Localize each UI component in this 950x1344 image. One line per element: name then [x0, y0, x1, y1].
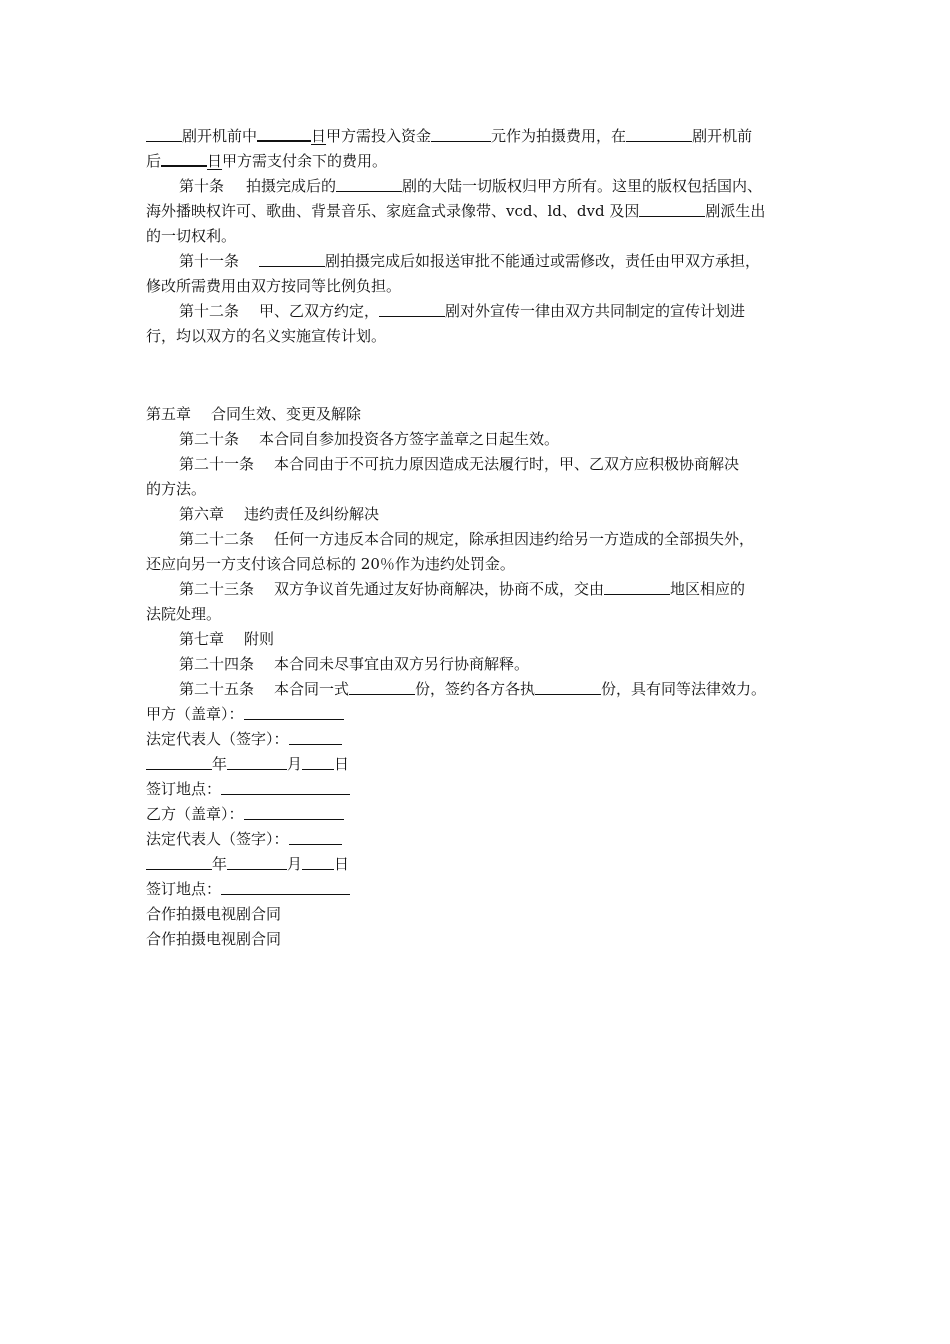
blank-field — [639, 202, 705, 217]
article-number: 第二十三条 — [179, 580, 255, 598]
article-21-line-2: 的方法。 — [146, 480, 207, 498]
intro-line-2 — [146, 149, 816, 174]
text-segment: 份，具有同等法律效力。 — [601, 680, 767, 698]
article-22 — [146, 527, 816, 552]
blank-field — [379, 302, 445, 317]
article-23-line-2: 法院处理。 — [146, 605, 222, 623]
party-a-signature-field[interactable] — [289, 730, 342, 745]
signature-label: 法定代表人（签字）： — [146, 830, 289, 848]
text-segment: 双方争议首先通过友好协商解决，协商不成，交由 — [274, 580, 605, 598]
footer-title-1: 合作拍摄电视剧合同 — [146, 905, 282, 923]
article-21 — [146, 452, 816, 477]
chapter-number: 第七章 — [179, 630, 225, 648]
blank-field — [626, 127, 692, 142]
text-segment: 后 — [146, 152, 162, 170]
article-10-line-3: 的一切权利。 — [146, 227, 237, 245]
party-a-representative — [146, 727, 816, 752]
day-field[interactable] — [302, 755, 334, 770]
blank-field — [349, 680, 415, 695]
party-b-signature-field[interactable] — [289, 830, 342, 845]
text-segment: 日 — [311, 127, 327, 145]
footer-title-2: 合作拍摄电视剧合同 — [146, 930, 282, 948]
article-number: 第二十五条 — [179, 680, 255, 698]
text-segment: 本合同自参加投资各方签字盖章之日起生效。 — [259, 430, 560, 448]
text-segment: 剧开机前 — [692, 127, 753, 145]
text-segment: 剧派生出 — [705, 202, 766, 220]
text-segment: 剧对外宣传一律由双方共同制定的宣传计划进 — [445, 302, 746, 320]
text-segment: 日 — [207, 152, 223, 170]
party-a-seal-field[interactable] — [244, 705, 344, 720]
article-11-line-2: 修改所需费用由双方按同等比例负担。 — [146, 277, 402, 295]
party-b-seal-field[interactable] — [244, 805, 344, 820]
party-a-place — [146, 777, 816, 802]
text-segment: 本合同未尽事宜由双方另行协商解释。 — [274, 655, 530, 673]
article-number: 第十条 — [179, 177, 225, 195]
text-segment: 甲、乙双方约定， — [259, 302, 380, 320]
article-number: 第二十四条 — [179, 655, 255, 673]
year-field[interactable] — [146, 755, 212, 770]
article-number: 第二十二条 — [179, 530, 255, 548]
signature-label: 法定代表人（签字）： — [146, 730, 289, 748]
month-field[interactable] — [227, 755, 287, 770]
year-field[interactable] — [146, 855, 212, 870]
chapter-6-heading — [146, 502, 816, 527]
section-gap — [146, 349, 816, 402]
date-label: 月 — [287, 755, 303, 773]
day-field[interactable] — [302, 855, 334, 870]
article-23 — [146, 577, 816, 602]
blank-field — [259, 252, 325, 267]
article-10-line-2 — [146, 199, 816, 224]
signature-label: 甲方（盖章）： — [146, 705, 244, 723]
blank-field — [535, 680, 601, 695]
chapter-title: 附则 — [244, 630, 275, 648]
intro-line-1 — [146, 124, 816, 149]
party-b-place-field[interactable] — [221, 880, 350, 895]
party-a-seal — [146, 702, 816, 727]
blank-field — [146, 127, 182, 142]
party-b-seal — [146, 802, 816, 827]
date-label: 年 — [212, 855, 228, 873]
chapter-number: 第六章 — [179, 505, 225, 523]
text-segment: 份，签约各方各执 — [415, 680, 536, 698]
article-20 — [146, 427, 816, 452]
article-24 — [146, 652, 816, 677]
contract-page — [146, 124, 816, 952]
text-segment: 甲方需投入资金 — [326, 127, 432, 145]
blank-field — [336, 177, 402, 192]
blank-field — [257, 126, 311, 142]
chapter-title: 违约责任及纠纷解决 — [244, 505, 380, 523]
text-segment: 本合同由于不可抗力原因造成无法履行时，甲、乙双方应积极协商解决 — [274, 455, 740, 473]
article-12 — [146, 299, 816, 324]
date-label: 日 — [334, 855, 350, 873]
party-b-representative — [146, 827, 816, 852]
article-10 — [146, 174, 816, 199]
article-number: 第二十一条 — [179, 455, 255, 473]
text-segment: 剧开机前中 — [182, 127, 258, 145]
date-label: 月 — [287, 855, 303, 873]
text-segment: 任何一方违反本合同的规定，除承担因违约给另一方造成的全部损失外， — [274, 530, 755, 548]
text-segment: 剧拍摄完成后如报送审批不能通过或需修改，责任由甲双方承担， — [325, 252, 761, 270]
article-11 — [146, 249, 816, 274]
article-number: 第二十条 — [179, 430, 240, 448]
article-25 — [146, 677, 816, 702]
signature-label: 签订地点： — [146, 780, 222, 798]
chapter-number: 第五章 — [146, 405, 192, 423]
text-segment: 元作为拍摄费用，在 — [491, 127, 627, 145]
chapter-5-heading — [146, 402, 816, 427]
party-b-date — [146, 852, 816, 877]
text-segment: 甲方需支付余下的费用。 — [222, 152, 388, 170]
article-number: 第十一条 — [179, 252, 240, 270]
party-a-date — [146, 752, 816, 777]
chapter-title: 合同生效、变更及解除 — [211, 405, 362, 423]
blank-field — [431, 127, 491, 142]
text-segment: 本合同一式 — [274, 680, 350, 698]
article-22-line-2: 还应向另一方支付该合同总标的 20％作为违约处罚金。 — [146, 555, 515, 573]
date-label: 日 — [334, 755, 350, 773]
text-segment: 地区相应的 — [670, 580, 746, 598]
chapter-7-heading — [146, 627, 816, 652]
signature-label: 乙方（盖章）： — [146, 805, 244, 823]
date-label: 年 — [212, 755, 228, 773]
party-b-place — [146, 877, 816, 902]
month-field[interactable] — [227, 855, 287, 870]
text-segment: 剧的大陆一切版权归甲方所有。这里的版权包括国内、 — [402, 177, 763, 195]
blank-field — [604, 580, 670, 595]
text-segment: 海外播映权许可、歌曲、背景音乐、家庭盒式录像带、vcd、ld、dvd 及因 — [146, 202, 640, 220]
article-12-line-2: 行，均以双方的名义实施宣传计划。 — [146, 327, 387, 345]
blank-field — [161, 151, 207, 167]
signature-label: 签订地点： — [146, 880, 222, 898]
article-number: 第十二条 — [179, 302, 240, 320]
text-segment: 拍摄完成后的 — [246, 177, 337, 195]
party-a-place-field[interactable] — [221, 780, 350, 795]
